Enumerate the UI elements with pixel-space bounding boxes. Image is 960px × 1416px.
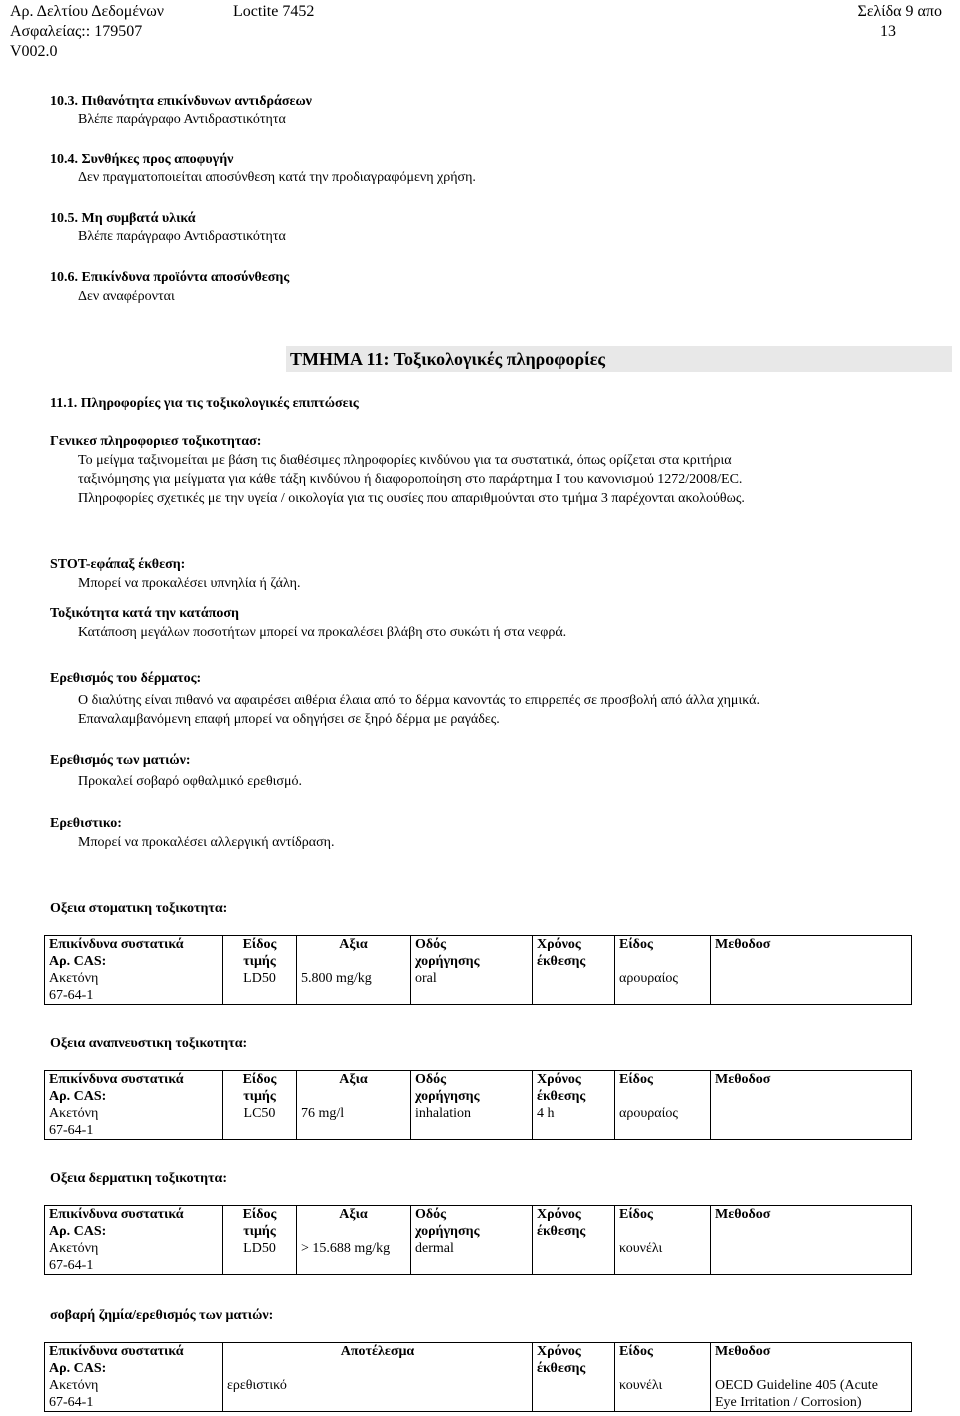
header-species: Είδος — [619, 1072, 653, 1087]
irritant-title: Ερεθιστικο: — [50, 816, 122, 831]
header-time: Χρόνος — [537, 937, 581, 952]
s10-4-title: 10.4. Συνθήκες προς αποφυγήν — [50, 152, 234, 167]
header-component: Επικίνδυνα συστατικά — [49, 1207, 184, 1222]
header-method: Μεθοδοσ — [715, 1207, 771, 1222]
cell-cas: 67-64-1 — [49, 1123, 94, 1138]
header-species: Είδος — [619, 1344, 653, 1359]
s10-5-text: Βλέπε παράγραφο Αντιδραστικότητα — [78, 229, 286, 244]
stot-text: Μπορεί να προκαλέσει υπνηλία ή ζάλη. — [78, 576, 301, 591]
header-route2: χορήγησης — [415, 1224, 480, 1239]
s11-1-title: 11.1. Πληροφορίες για τις τοξικολογικές επιπτώσεις — [50, 396, 359, 411]
skin-title: Ερεθισμός του δέρματος: — [50, 671, 202, 686]
general-tox-line1: Το μείγμα ταξινομείται με βάση τις διαθέσιμες πληροφορίες κινδύνου για τα συστατικά, όπως ορίζεται στα κριτήρια — [78, 453, 732, 468]
cell-value: 76 mg/l — [297, 1105, 411, 1140]
header-method: Μεθοδοσ — [715, 937, 771, 952]
header-value: Αξια — [339, 1072, 368, 1087]
cell-time — [533, 970, 615, 1005]
header-component: Επικίνδυνα συστατικά — [49, 1344, 184, 1359]
header-result: Αποτέλεσμα — [340, 1344, 415, 1359]
cell-component: Ακετόνη — [49, 1241, 99, 1256]
cell-time — [533, 1377, 615, 1412]
table-header-row — [45, 1071, 912, 1106]
header-species: Είδος — [619, 1207, 653, 1222]
table-header-row — [45, 1206, 912, 1241]
header-route: Οδός — [415, 1207, 447, 1222]
cell-value: > 15.688 mg/kg — [297, 1240, 411, 1275]
s10-3-text: Βλέπε παράγραφο Αντιδραστικότητα — [78, 112, 286, 127]
cell-method — [711, 970, 912, 1005]
page-number: Σελίδα 9 απο — [857, 3, 942, 20]
cell-cas: 67-64-1 — [49, 1258, 94, 1273]
header-type2: τιμής — [243, 1089, 276, 1104]
aspiration-text: Κατάποση μεγάλων ποσοτήτων μπορεί να προκαλέσει βλάβη στο συκώτι ή στα νεφρά. — [78, 625, 567, 640]
version: V002.0 — [10, 43, 58, 60]
irritant-text: Μπορεί να προκαλέσει αλλεργική αντίδραση. — [78, 835, 335, 850]
eye-damage-title: σοβαρή ζημία/ερεθισμός των ματιών: — [50, 1308, 274, 1323]
header-type2: τιμής — [243, 1224, 276, 1239]
header-time: Χρόνος — [537, 1207, 581, 1222]
cell-species: αρουραίος — [615, 970, 711, 1005]
general-tox-line2: ταξινόμησης για μείγματα για κάθε τάξη κινδύνου ή διαφοροποίηση στο παράρτημα I του κανονισμού 1272/2008/EC. — [78, 472, 743, 487]
header-route: Οδός — [415, 1072, 447, 1087]
total-pages: 13 — [880, 23, 896, 40]
cell-type: LC50 — [223, 1105, 297, 1140]
cell-result: ερεθιστικό — [223, 1377, 533, 1412]
s10-6-title: 10.6. Επικίνδυνα προϊόντα αποσύνθεσης — [50, 270, 290, 285]
cell-species: κουνέλι — [615, 1240, 711, 1275]
header-time2: έκθεσης — [537, 1089, 586, 1104]
cell-method: OECD Guideline 405 (Acute — [715, 1378, 878, 1393]
safety-sheet-number: Ασφαλείας:: 179507 — [10, 23, 143, 40]
inhal-tox-title: Οξεια αναπνευστικη τοξικοτητα: — [50, 1036, 248, 1051]
header-cas: Αρ. CAS: — [49, 1089, 107, 1104]
cell-cas: 67-64-1 — [49, 1395, 94, 1410]
product-name: Loctite 7452 — [233, 3, 315, 20]
table-row — [45, 1105, 912, 1140]
inhal-tox-table — [44, 1070, 912, 1140]
oral-tox-title: Οξεια στοματικη τοξικοτητα: — [50, 901, 228, 916]
cell-time — [533, 1240, 615, 1275]
doc-number-label: Αρ. Δελτίου Δεδομένων — [10, 3, 165, 20]
header-route2: χορήγησης — [415, 954, 480, 969]
header-type: Είδος — [242, 1072, 277, 1087]
header-type: Είδος — [242, 1207, 277, 1222]
header-method: Μεθοδοσ — [715, 1344, 771, 1359]
eye-damage-table — [44, 1342, 912, 1412]
s10-5-title: 10.5. Μη συμβατά υλικά — [50, 211, 196, 226]
cell-route: oral — [411, 970, 533, 1005]
header-method: Μεθοδοσ — [715, 1072, 771, 1087]
cell-component: Ακετόνη — [49, 1106, 99, 1121]
header-route2: χορήγησης — [415, 1089, 480, 1104]
header-cas: Αρ. CAS: — [49, 954, 107, 969]
header-cas: Αρ. CAS: — [49, 1361, 107, 1376]
cell-component: Ακετόνη — [49, 971, 99, 986]
cell-cas: 67-64-1 — [49, 988, 94, 1003]
header-time: Χρόνος — [537, 1072, 581, 1087]
cell-method — [711, 1105, 912, 1140]
header-type2: τιμής — [243, 954, 276, 969]
cell-species: αρουραίος — [615, 1105, 711, 1140]
table-header-row — [45, 1343, 912, 1378]
oral-tox-table — [44, 935, 912, 1005]
cell-type: LD50 — [223, 970, 297, 1005]
cell-component: Ακετόνη — [49, 1378, 99, 1393]
cell-species: κουνέλι — [615, 1377, 711, 1412]
table-header-row — [45, 936, 912, 971]
cell-type: LD50 — [223, 1240, 297, 1275]
aspiration-title: Τοξικότητα κατά την κατάποση — [50, 606, 239, 621]
s10-4-text: Δεν πραγματοποιείται αποσύνθεση κατά την προδιαγραφόμενη χρήση. — [78, 170, 476, 185]
table-row — [45, 1240, 912, 1275]
cell-method2: Eye Irritation / Corrosion) — [715, 1395, 862, 1410]
header-component: Επικίνδυνα συστατικά — [49, 937, 184, 952]
header-time2: έκθεσης — [537, 1224, 586, 1239]
header-time2: έκθεσης — [537, 954, 586, 969]
s10-3-title: 10.3. Πιθανότητα επικίνδυνων αντιδράσεων — [50, 94, 312, 109]
header-time2: έκθεσης — [537, 1361, 586, 1376]
general-tox-title: Γενικεσ πληροφοριεσ τοξικοτητασ: — [50, 434, 262, 449]
cell-value: 5.800 mg/kg — [297, 970, 411, 1005]
s10-6-text: Δεν αναφέρονται — [78, 289, 175, 304]
header-time: Χρόνος — [537, 1344, 581, 1359]
cell-route: inhalation — [411, 1105, 533, 1140]
eye-irritation-text: Προκαλεί σοβαρό οφθαλμικό ερεθισμό. — [78, 774, 302, 789]
header-route: Οδός — [415, 937, 447, 952]
dermal-tox-table — [44, 1205, 912, 1275]
table-row — [45, 1377, 912, 1412]
eye-irritation-title: Ερεθισμός των ματιών: — [50, 753, 191, 768]
header-type: Είδος — [242, 937, 277, 952]
header-value: Αξια — [339, 1207, 368, 1222]
section-11-title: ΤΜΗΜΑ 11: Τοξικολογικές πληροφορίες — [286, 346, 952, 372]
skin-line1: Ο διαλύτης είναι πιθανό να αφαιρέσει αιθέρια έλαια από το δέρμα κανοντάς το επιρρεπές σε προσβολή από άλλα χημικά. — [78, 693, 760, 708]
header-species: Είδος — [619, 937, 653, 952]
general-tox-line3: Πληροφορίες σχετικές με την υγεία / οικολογία για τις ουσίες που απαριθμούνται στο τμήμα 3 παρέχονται ακολούθως. — [78, 491, 745, 506]
cell-route: dermal — [411, 1240, 533, 1275]
dermal-tox-title: Οξεια δερματικη τοξικοτητα: — [50, 1171, 228, 1186]
header-value: Αξια — [339, 937, 368, 952]
stot-title: STOT-εφάπαξ έκθεση: — [50, 557, 186, 572]
table-row — [45, 970, 912, 1005]
skin-line2: Επαναλαμβανόμενη επαφή μπορεί να οδηγήσει σε ξηρό δέρμα με ραγάδες. — [78, 712, 500, 727]
header-component: Επικίνδυνα συστατικά — [49, 1072, 184, 1087]
header-cas: Αρ. CAS: — [49, 1224, 107, 1239]
cell-method — [711, 1240, 912, 1275]
cell-time: 4 h — [533, 1105, 615, 1140]
